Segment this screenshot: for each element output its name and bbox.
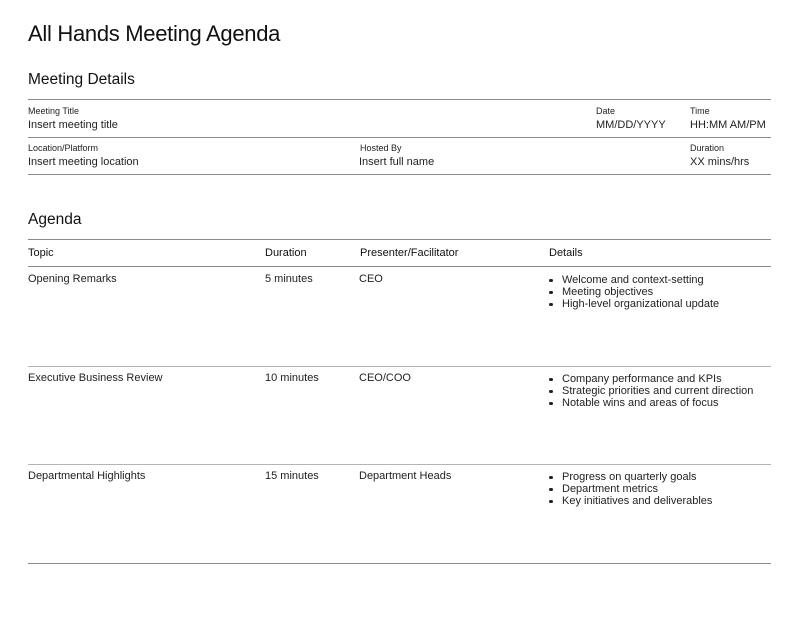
row-presenter: CEO/COO — [359, 372, 411, 384]
divider — [28, 266, 771, 267]
divider — [28, 137, 771, 138]
date-label: Date — [596, 106, 616, 116]
row-duration: 5 minutes — [265, 273, 313, 285]
location-value: Insert meeting location — [28, 156, 139, 168]
time-label: Time — [690, 106, 710, 116]
column-header-details: Details — [549, 247, 583, 259]
divider — [28, 239, 771, 240]
page-title: All Hands Meeting Agenda — [28, 21, 281, 46]
hosted-by-value: Insert full name — [359, 156, 435, 168]
location-label: Location/Platform — [28, 143, 99, 153]
divider — [28, 174, 771, 175]
row-details-list — [541, 274, 719, 311]
detail-bullet: Company performance and KPIs — [562, 373, 753, 385]
detail-bullet: Welcome and context-setting — [562, 274, 719, 286]
agenda-heading: Agenda — [28, 211, 82, 228]
detail-bullet: Meeting objectives — [562, 286, 719, 298]
duration-label: Duration — [690, 143, 725, 153]
divider — [28, 99, 771, 100]
meeting-title-label: Meeting Title — [28, 106, 80, 116]
detail-bullet: Key initiatives and deliverables — [562, 495, 713, 508]
row-topic: Executive Business Review — [28, 372, 163, 384]
duration-value: XX mins/hrs — [690, 156, 750, 168]
date-value: MM/DD/YYYY — [596, 119, 666, 131]
column-header-presenter: Presenter/Facilitator — [360, 247, 459, 259]
meeting-details-heading: Meeting Details — [28, 71, 135, 88]
detail-bullet: High-level organizational update — [562, 298, 720, 311]
row-duration: 10 minutes — [265, 372, 319, 384]
meeting-title-value: Insert meeting title — [28, 119, 118, 131]
detail-bullet: Progress on quarterly goals — [562, 471, 712, 483]
row-details-list — [541, 471, 712, 508]
row-presenter: CEO — [359, 273, 383, 285]
detail-bullet: Strategic priorities and current direction — [562, 385, 754, 398]
hosted-by-label: Hosted By — [360, 143, 402, 153]
row-presenter: Department Heads — [359, 470, 452, 482]
divider — [28, 366, 771, 367]
row-details-list — [541, 373, 753, 410]
time-value: HH:MM AM/PM — [690, 119, 766, 131]
column-header-duration: Duration — [265, 247, 307, 259]
row-topic: Departmental Highlights — [28, 470, 146, 482]
divider — [28, 563, 771, 564]
detail-bullet: Notable wins and areas of focus — [562, 397, 753, 409]
column-header-topic: Topic — [28, 247, 54, 259]
row-topic: Opening Remarks — [28, 273, 117, 285]
divider — [28, 464, 771, 465]
detail-bullet: Department metrics — [562, 483, 712, 495]
row-duration: 15 minutes — [265, 470, 319, 482]
